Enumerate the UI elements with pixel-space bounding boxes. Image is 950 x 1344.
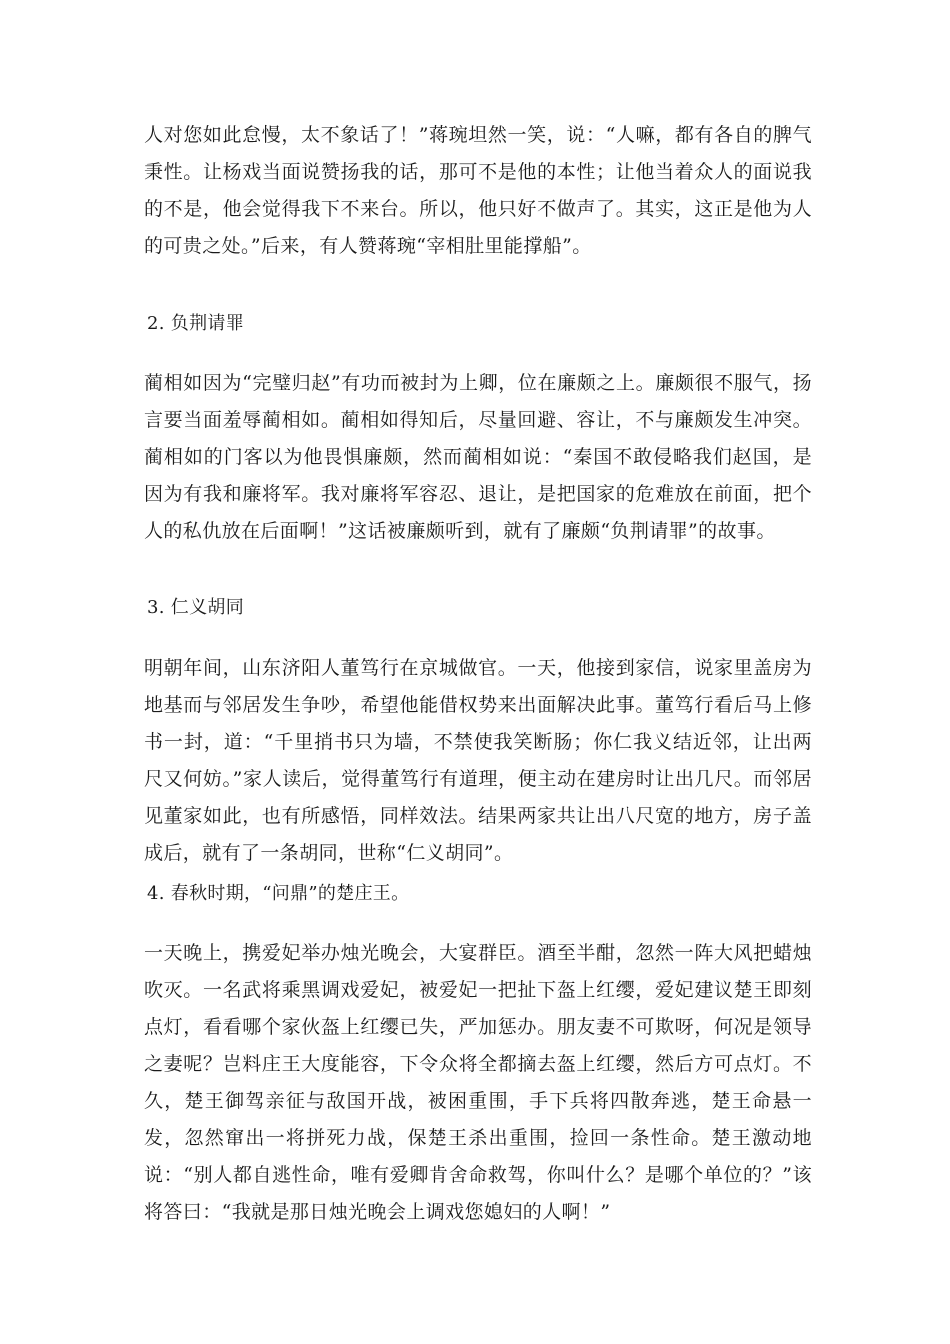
intro-paragraph: 人对您如此怠慢，太不象话了！”蒋琬坦然一笑，说：“人嘛，都有各自的脾气秉性。让杨戏当面说赞扬我的话，那可不是他的本性；让他当着众人的面说我的不是，他会觉得我下不来台。所以，他只好不做声了。其实，这正是他为人的可贵之处。”后来，有人赞蒋琬“宰相肚里能撑船”。 bbox=[144, 124, 812, 257]
section-body-3: 明朝年间，山东济阳人董笃行在京城做官。一天，他接到家信，说家里盖房为地基而与邻居发生争吵，希望他能借权势来出面解决此事。董笃行看后马上修书一封，道：“千里捎书只为墙，不禁使我笑断肠；你仁我义结近邻，让出两尺又何妨。”家人读后，觉得董笃行有道理，便主动在建房时让出几尺。而邻居见董家如此，也有所感悟，同样效法。结果两家共让出八尺宽的地方，房子盖成后，就有了一条胡同，世称“仁义胡同”。 bbox=[144, 657, 812, 864]
section-body-2: 蔺相如因为“完璧归赵”有功而被封为上卿，位在廉颇之上。廉颇很不服气，扬言要当面羞辱蔺相如。蔺相如得知后，尽量回避、容让，不与廉颇发生冲突。蔺相如的门客以为他畏惧廉颇，然而蔺相如说：“秦国不敢侵略我们赵国，是因为有我和廉将军。我对廉将军容忍、退让，是把国家的危难放在前面，把个人的私仇放在后面啊！”这话被廉颇听到，就有了廉颇“负荆请罪”的故事。 bbox=[144, 372, 812, 542]
section-heading-2: 2. 负荆请罪 bbox=[147, 313, 244, 334]
section-heading-3: 3. 仁义胡同 bbox=[147, 597, 244, 618]
section-heading-4: 4. 春秋时期，“问鼎”的楚庄王。 bbox=[147, 883, 410, 904]
section-body-4: 一天晚上，携爱妃举办烛光晚会，大宴群臣。酒至半酣，忽然一阵大风把蜡烛吹灭。一名武将乘黑调戏爱妃，被爱妃一把扯下盔上红缨，爱妃建议楚王即刻点灯，看看哪个家伙盔上红缨已失，严加惩办。朋友妻不可欺呀，何况是领导之妻呢？岂料庄王大度能容，下令众将全都摘去盔上红缨，然后方可点灯。不久，楚王御驾亲征与敌国开战，被困重围，手下兵将四散奔逃，楚王命悬一发，忽然窜出一将拼死力战，保楚王杀出重围，捡回一条性命。楚王激动地说：“别人都自逃性命，唯有爱卿肯舍命救驾，你叫什么？是哪个单位的？”该将答曰：“我就是那日烛光晚会上调戏您媳妇的人啊！” bbox=[144, 942, 812, 1223]
